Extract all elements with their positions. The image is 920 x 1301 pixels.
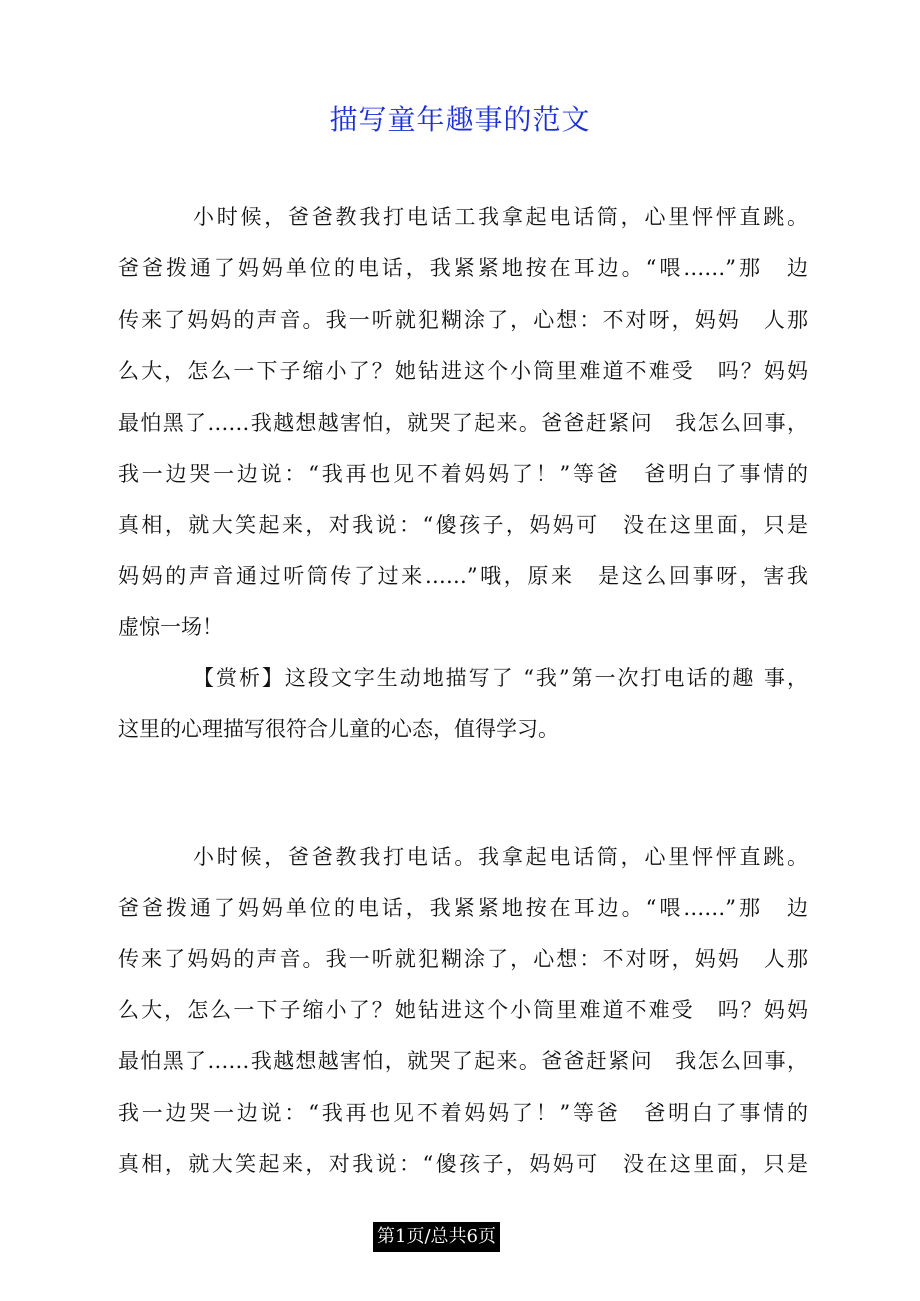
paragraph-2-line-4: 么大，怎么一下子缩小了？她钻进这个小筒里难道不难受 吗？妈妈 (118, 998, 808, 1022)
paragraph-2-line-2: 爸爸拨通了妈妈单位的电话，我紧紧地按在耳边。“喂……”那 边 (118, 896, 808, 920)
paragraph-1-line-5: 最怕黑了……我越想越害怕，就哭了起来。爸爸赶紧问 我怎么回事， (118, 411, 808, 435)
paragraph-2-line-7: 真相，就大笑起来，对我说：“傻孩子，妈妈可 没在这里面，只是 (118, 1152, 808, 1176)
paragraph-1-line-4: 么大，怎么一下子缩小了？她钻进这个小筒里难道不难受 吗？妈妈 (118, 359, 808, 383)
paragraph-2-line-5: 最怕黑了……我越想越害怕，就哭了起来。爸爸赶紧问 我怎么回事， (118, 1049, 808, 1073)
paragraph-2-line-1: 小时候，爸爸教我打电话。我拿起电话筒，心里怦怦直跳。 (193, 845, 808, 869)
commentary-line-2: 这里的心理描写很符合儿童的心态，值得学习。 (118, 717, 559, 741)
paragraph-2-line-3: 传来了妈妈的声音。我一听就犯糊涂了，心想：不对呀，妈妈 人那 (118, 947, 808, 971)
paragraph-1-line-1: 小时候，爸爸教我打电话工我拿起电话筒，心里怦怦直跳。 (193, 205, 808, 229)
paragraph-1-line-7: 真相，就大笑起来，对我说：“傻孩子，妈妈可 没在这里面，只是 (118, 513, 808, 537)
commentary-line-1: 【赏析】这段文字生动地描写了 “我”第一次打电话的趣 事， (193, 666, 808, 690)
page-number-footer: 第1页/总共6页 (373, 1222, 500, 1252)
paragraph-1-line-9: 虚惊一场！ (118, 615, 223, 639)
paragraph-1-line-3: 传来了妈妈的声音。我一听就犯糊涂了，心想：不对呀，妈妈 人那 (118, 308, 808, 332)
paragraph-1-line-2: 爸爸拨通了妈妈单位的电话，我紧紧地按在耳边。“喂……”那 边 (118, 256, 808, 280)
paragraph-1-line-6: 我一边哭一边说：“我再也见不着妈妈了！”等爸 爸明白了事情的 (118, 462, 808, 486)
document-title: 描写童年趣事的范文 (329, 103, 591, 136)
paragraph-1-line-8: 妈妈的声音通过听筒传了过来……”哦，原来 是这么回事呀，害我 (118, 564, 808, 588)
paragraph-2-line-6: 我一边哭一边说：“我再也见不着妈妈了！”等爸 爸明白了事情的 (118, 1101, 808, 1125)
